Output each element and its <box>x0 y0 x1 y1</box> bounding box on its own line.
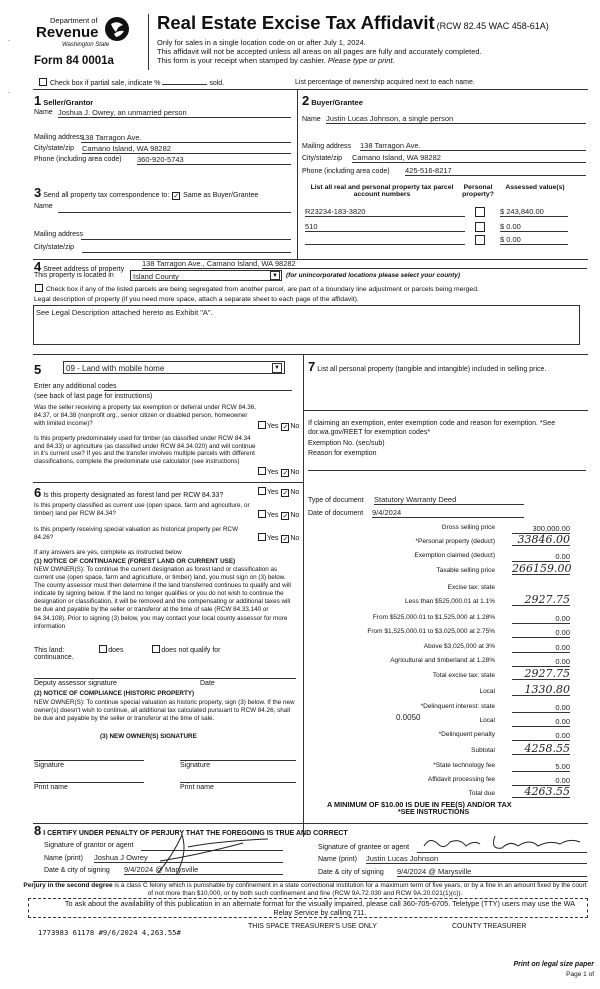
county-select[interactable] <box>130 270 282 281</box>
print-label-2: Print name <box>180 784 214 791</box>
s6-n2-body: NEW OWNER(S): To continue special valuation as historic property, sign (3) below. If the new owner(s) doesn't wish to continue, all additional tax calculated pursuant to RCW 84.26, shall be due and payable by the seller or transferor at the time of sale. <box>34 699 295 723</box>
fee-value[interactable]: 266159.00 <box>512 562 572 575</box>
s6-q2-answer <box>257 510 299 520</box>
fee-value[interactable]: 0.00 <box>512 717 570 727</box>
grantor-name[interactable]: Joshua J Owrey <box>94 853 283 863</box>
print-label-1: Print name <box>34 784 68 791</box>
street-label: Street address of property <box>43 266 125 273</box>
fee-label: Local <box>479 717 495 724</box>
does-checkbox[interactable] <box>99 645 107 653</box>
s5-q2-answer <box>257 467 299 477</box>
yes-label: Yes <box>267 489 279 496</box>
fee-label: Total excise tax: state <box>432 672 495 679</box>
fee-value[interactable]: 0.00 <box>512 614 570 624</box>
exemption-reason: Reason for exemption <box>308 450 377 457</box>
grantor-date-label: Date & city of signing <box>44 867 110 874</box>
sig-label-1: Signature <box>34 762 64 769</box>
county-treasurer: COUNTY TREASURER <box>452 923 527 930</box>
seller-name[interactable]: Joshua J. Owrey, an unmarried person <box>58 108 291 118</box>
exemption-text: If claiming an exemption, enter exemption code and reason for exemption. *See dor.wa.gov/REET for exemption codes* <box>308 420 556 436</box>
fee-value[interactable]: 1330.80 <box>512 684 570 696</box>
county-value: Island County <box>133 272 179 281</box>
treasurer-stamp: 1773983 61178 #9/6/2024 4,263.55# <box>38 928 181 937</box>
grantee-date[interactable]: 9/4/2024 @ Marysville <box>397 867 587 877</box>
dept-line1: Department of <box>50 16 98 25</box>
fee-value[interactable]: 2927.75 <box>512 594 570 606</box>
s5-q2-no[interactable]: ✓ <box>282 470 289 477</box>
buyer-num: 2 <box>302 93 310 108</box>
fee-value[interactable]: 0.00 <box>512 776 570 786</box>
fee-label: From $1,525,000.01 to $3,025,000 at 2.75% <box>367 628 495 635</box>
s6-q3: Is this property receiving special valuation as historical property per RCW 84.26? <box>34 526 239 541</box>
use-code-value: 09 - Land with mobile home <box>66 364 165 373</box>
fee-value[interactable]: 33846.00 <box>512 534 570 546</box>
parcel-col1: List all real and personal property tax parcel account numbers <box>310 184 454 198</box>
parcel-number[interactable]: R23234-183-3820 <box>305 207 465 217</box>
doc-date-label: Date of document <box>308 510 364 517</box>
doc-type[interactable]: Statutory Warranty Deed <box>374 495 524 505</box>
partial-sale-sold: sold. <box>209 80 225 87</box>
fee-label: Less than $525,000.01 at 1.1% <box>405 598 495 605</box>
fee-label: *Delinquent interest: state <box>420 703 495 710</box>
s5-q1-answer <box>257 421 299 431</box>
s6-n1-head: (1) NOTICE OF CONTINUANCE (FOREST LAND OR CURRENT USE) <box>34 558 236 565</box>
seller-name-label: Name <box>34 109 53 116</box>
correspondence-heading <box>34 185 258 200</box>
fee-label: Excise tax: state <box>447 584 495 591</box>
seller-phone-label: Phone (including area code) <box>34 156 122 163</box>
yes-label: Yes <box>267 469 279 476</box>
county-note: (for unincorporated locations please select your county) <box>286 272 461 279</box>
s6-n1-body: NEW OWNER(S): To continue the current designation as forest land or classification as current use (open space, farm and agriculture, or timber) land, you must sign on (3) below. The county assessor must then determine if the land transferred continues to qualify and will indicate by signing below. If the land no longer qualifies or you do not wish to continue the designation or classification, it will be removed and the compensating or additional taxes will be due and payable by the seller or transferor at the time of sale (RCW 84.33.140 or 84.34.108). Prior to signing (3) below, you may contact your local county assessor for more information <box>34 566 291 630</box>
s5-q1-yes[interactable] <box>258 421 266 429</box>
treasurer-use: THIS SPACE TREASURER'S USE ONLY <box>248 923 377 930</box>
assessed-value[interactable]: $ 0.00 <box>500 235 568 245</box>
buyer-phone[interactable]: 425-516-8217 <box>405 166 586 176</box>
legal-paper-note: Print on legal size paper <box>513 961 594 968</box>
fee-label: Affidavit processing fee <box>427 776 495 783</box>
fee-label: Exemption claimed (deduct) <box>414 552 495 559</box>
wa-logo-icon <box>104 16 130 42</box>
form-title <box>157 12 549 34</box>
deputy-label: Deputy assessor signature <box>34 680 117 687</box>
corr-num: 3 <box>34 185 42 200</box>
note1: Only for sales in a single location code on or after July 1, 2024. <box>157 38 366 47</box>
continuance-label: continuance. <box>34 654 74 661</box>
s5-q2: Is this property predominately used for timber (as classified under RCW 84.34 and 84.33) or agriculture (as classified under RCW 84.34.020) and will continue in it's current use? If yes and the transfer involves multiple parcels with different classifications, complete the predominate use calculator (see instructions) <box>34 435 256 465</box>
s6-q3-answer <box>257 533 299 543</box>
parcel-number[interactable] <box>305 235 465 245</box>
legal-description-box[interactable] <box>33 305 580 345</box>
s6-q1-yes[interactable] <box>258 487 266 495</box>
grantee-sig-label: Signature of grantee or agent <box>318 844 410 851</box>
seller-heading-text: Seller/Grantor <box>43 98 94 107</box>
perjury-notice <box>20 882 590 898</box>
fee-label: From $525,000.01 to $1,525,000 at 1.28% <box>372 614 495 621</box>
revenue-logo <box>32 14 142 70</box>
no-label: No <box>290 535 300 542</box>
no-label: No <box>290 469 300 476</box>
this-land-label: This land: <box>34 647 65 654</box>
legal-text: See Legal Description attached hereto as Exhibit "A". <box>36 308 213 317</box>
same-as-buyer-checkbox[interactable]: ✓ <box>173 193 180 200</box>
fee-value[interactable]: 0.00 <box>512 552 570 562</box>
s6-n3-head: (3) NEW OWNER(S) SIGNATURE <box>100 733 197 740</box>
s5-q1: Was the seller receiving a property tax exemption or deferral under RCW 84.36, 84.37, or 84.38 (nonprofit org., senior citizen or disabled person, homeowner with limited income)? <box>34 404 257 427</box>
section7-label: List all personal property (tangible and intangible) included in selling price. <box>317 366 547 373</box>
note3-text: This form is your receipt when stamped by cashier. <box>157 56 326 65</box>
s6-q1-no[interactable]: ✓ <box>282 490 289 497</box>
grantee-name-label: Name (print) <box>318 856 357 863</box>
no-label: No <box>290 512 300 519</box>
fee-value[interactable]: 4258.55 <box>512 743 570 755</box>
seller-city[interactable]: Camano Island, WA 98282 <box>82 144 291 154</box>
fee-value[interactable]: 2927.75 <box>512 668 570 680</box>
grantee-signature <box>420 830 590 856</box>
legal-label: Legal description of property (if you need more space, attach a separate sheet to each page of the affidavit). <box>34 296 359 303</box>
sig-label-2: Signature <box>180 762 210 769</box>
title-text: Real Estate Excise Tax Affidavit <box>157 12 435 33</box>
s6-q3-no[interactable]: ✓ <box>282 536 289 543</box>
yes-label: Yes <box>267 535 279 542</box>
see-back: (see back of last page for instructions) <box>34 393 153 400</box>
seller-mailing[interactable]: 138 Tarragon Ave. <box>81 133 291 143</box>
use-code-select[interactable] <box>63 361 285 374</box>
dropdown-arrow-icon: ▼ <box>272 363 282 373</box>
buyer-heading-text: Buyer/Grantee <box>311 98 363 107</box>
perjury-text: is a class C felony which is punishable by confinement in a state correctional institution for a maximum term of five years, or by a fine in an amount fixed by the court of not more than $10,000, or by both such confinement and fine (RCW 9A.72.030 and RCW 9A.20.021(1)(c)). <box>112 882 587 897</box>
located-label: This property is located in <box>34 272 114 279</box>
local-rate: 0.0050 <box>396 713 421 722</box>
fee-value[interactable]: 0.00 <box>512 643 570 653</box>
fee-value[interactable]: 0.00 <box>512 703 570 713</box>
margin-mark: - <box>8 38 10 44</box>
seller-phone[interactable]: 360-920-5743 <box>137 155 291 165</box>
s6-q1-row <box>34 485 259 500</box>
prop-num: 4 <box>34 259 42 274</box>
perjury-bold: Perjury in the second degree <box>23 882 113 889</box>
section5-num: 5 <box>34 362 42 377</box>
dropdown-arrow-icon: ▼ <box>270 271 280 280</box>
parcel-col2: Personal property? <box>462 184 494 198</box>
parcel-number[interactable]: 510 <box>305 222 465 232</box>
corr-label: Send all property tax correspondence to: <box>43 192 170 199</box>
seller-mailing-label: Mailing address <box>34 134 84 141</box>
see-instructions: *SEE INSTRUCTIONS <box>398 809 470 816</box>
segregated-checkbox[interactable] <box>35 284 43 292</box>
s5-q1-no[interactable]: ✓ <box>282 424 289 431</box>
buyer-name[interactable]: Justin Lucas Johnson, a single person <box>326 114 586 124</box>
access-text: To ask about the availability of this publication in an alternate format for the visually impaired, please call 360-705-6705. Teletype (TTY) users may use the WA Relay Service by calling 711. <box>64 899 576 917</box>
grantor-name-label: Name (print) <box>44 855 83 862</box>
fee-value[interactable]: 300,000.00 <box>512 524 570 534</box>
note3 <box>157 56 395 65</box>
page-number: Page 1 of <box>566 971 594 978</box>
seller-num: 1 <box>34 93 42 108</box>
additional-codes-label: Enter any additional codes <box>34 383 117 390</box>
assessed-value[interactable]: $ 0.00 <box>500 222 568 232</box>
fee-label: Taxable selling price <box>436 567 495 574</box>
s6-q3-yes[interactable] <box>258 533 266 541</box>
fee-value[interactable]: 0.00 <box>512 657 570 667</box>
fee-label: Agricultural and timberland at 1.28% <box>390 657 495 664</box>
fee-label: Subtotal <box>471 747 495 754</box>
note2: This affidavit will not be accepted unless all areas on all pages are fully and accurately completed. <box>157 47 482 56</box>
section8-num: 8 <box>34 823 42 838</box>
s6-q2-yes[interactable] <box>258 510 266 518</box>
no-label: No <box>290 423 300 430</box>
no-label: No <box>290 489 300 496</box>
s6-q2-no[interactable]: ✓ <box>282 513 289 520</box>
seller-name-row <box>34 109 53 116</box>
fee-label: Local <box>479 688 495 695</box>
parcel-col3: Assessed value(s) <box>505 184 565 191</box>
buyer-name-label: Name <box>302 116 321 123</box>
buyer-mailing-label: Mailing address <box>302 143 352 150</box>
certify-text: I CERTIFY UNDER PENALTY OF PERJURY THAT THE FOREGOING IS TRUE AND CORRECT <box>43 830 348 837</box>
fee-label: *State technology fee <box>433 762 495 769</box>
fee-value[interactable]: 4263.55 <box>512 786 570 798</box>
seller-city-label: City/state/zip <box>34 145 75 152</box>
s5-q2-yes[interactable] <box>258 467 266 475</box>
assessed-value[interactable]: $ 243,840.00 <box>500 207 568 217</box>
margin-mark: - <box>8 90 10 96</box>
doc-type-label: Type of document <box>308 497 364 504</box>
personal-property-checkbox[interactable] <box>475 222 485 232</box>
partial-sale-row <box>38 78 224 87</box>
s6-complete-note: If any answers are yes, complete as instructed below <box>34 549 182 556</box>
rcw-text: (RCW 82.45 WAC 458-61A) <box>436 21 549 31</box>
street-address[interactable]: 138 Tarragon Ave., Camano Island, WA 98282 <box>142 259 587 269</box>
does-label: does <box>108 647 124 654</box>
seller-heading <box>34 93 93 108</box>
partial-sale-label: Check box if partial sale, indicate % <box>49 80 161 87</box>
fee-label: Above $3,025,000 at 3% <box>423 643 495 650</box>
grantor-sig-label: Signature of grantor or agent <box>44 842 134 849</box>
grantor-date[interactable]: 9/4/2024 @ Marysville <box>124 865 283 875</box>
personal-property-checkbox[interactable] <box>475 207 485 217</box>
yes-label: Yes <box>267 512 279 519</box>
dept-line2: Revenue <box>36 24 99 41</box>
grantee-date-label: Date & city of signing <box>318 869 384 876</box>
section7-row <box>308 359 588 375</box>
exemption-no: Exemption No. (sec/sub) <box>308 440 385 447</box>
section7-num: 7 <box>308 359 316 374</box>
personal-property-checkbox[interactable] <box>475 235 485 245</box>
segregated-row <box>34 284 479 293</box>
form-number: Form 84 0001a <box>34 55 114 67</box>
doc-date[interactable]: 9/4/2024 <box>372 508 524 518</box>
section6-num: 6 <box>34 485 42 500</box>
fee-value[interactable]: 5.00 <box>512 762 570 772</box>
partial-sale-checkbox[interactable] <box>39 78 47 86</box>
fee-label: *Delinquent penalty <box>438 731 495 738</box>
fee-label: *Personal property (deduct) <box>415 538 495 545</box>
fee-label: Total due <box>468 790 495 797</box>
fee-label: Gross selling price <box>441 524 495 531</box>
s6-q1-answer <box>257 487 299 497</box>
deputy-date-label: Date <box>200 680 215 687</box>
ownership-note: List percentage of ownership acquired next to each name. <box>295 79 475 86</box>
buyer-phone-label: Phone (including area code) <box>302 168 390 175</box>
does-not-label: does not qualify for <box>161 647 221 654</box>
corr-name-label: Name <box>34 203 53 210</box>
corr-city-label: City/state/zip <box>34 244 75 251</box>
grantee-name[interactable]: Justin Lucas Johnson <box>366 854 587 864</box>
minimum-note: A MINIMUM OF $10.00 IS DUE IN FEE(S) AND/OR TAX <box>327 800 512 809</box>
segregated-note: Check box if any of the listed parcels are being segregated from another parcel, are part of a boundary line adjustment or parcels being merged. <box>45 286 479 293</box>
buyer-city[interactable]: Camano Island, WA 98282 <box>352 153 586 163</box>
s6-q2: Is this property classified as current use (open space, farm and agriculture, or timber) land per RCW 84.34? <box>34 502 250 517</box>
corr-same-label: Same as Buyer/Grantee <box>183 192 259 199</box>
s6-this-land-row <box>34 645 296 654</box>
buyer-mailing[interactable]: 138 Tarragon Ave. <box>360 141 586 151</box>
note3-italic: Please type or print. <box>327 56 395 65</box>
buyer-heading <box>302 93 363 108</box>
does-not-checkbox[interactable] <box>152 645 160 653</box>
corr-mailing-label: Mailing address <box>34 231 84 238</box>
buyer-city-label: City/state/zip <box>302 155 343 162</box>
dept-line3: Washington State <box>62 42 110 48</box>
s6-n2-head: (2) NOTICE OF COMPLIANCE (HISTORIC PROPERTY) <box>34 690 195 697</box>
fee-value[interactable]: 0.00 <box>512 731 570 741</box>
s6-q1: Is this property designated as forest land per RCW 84.33? <box>43 492 224 499</box>
fee-value[interactable]: 0.00 <box>512 628 570 638</box>
yes-label: Yes <box>267 423 279 430</box>
